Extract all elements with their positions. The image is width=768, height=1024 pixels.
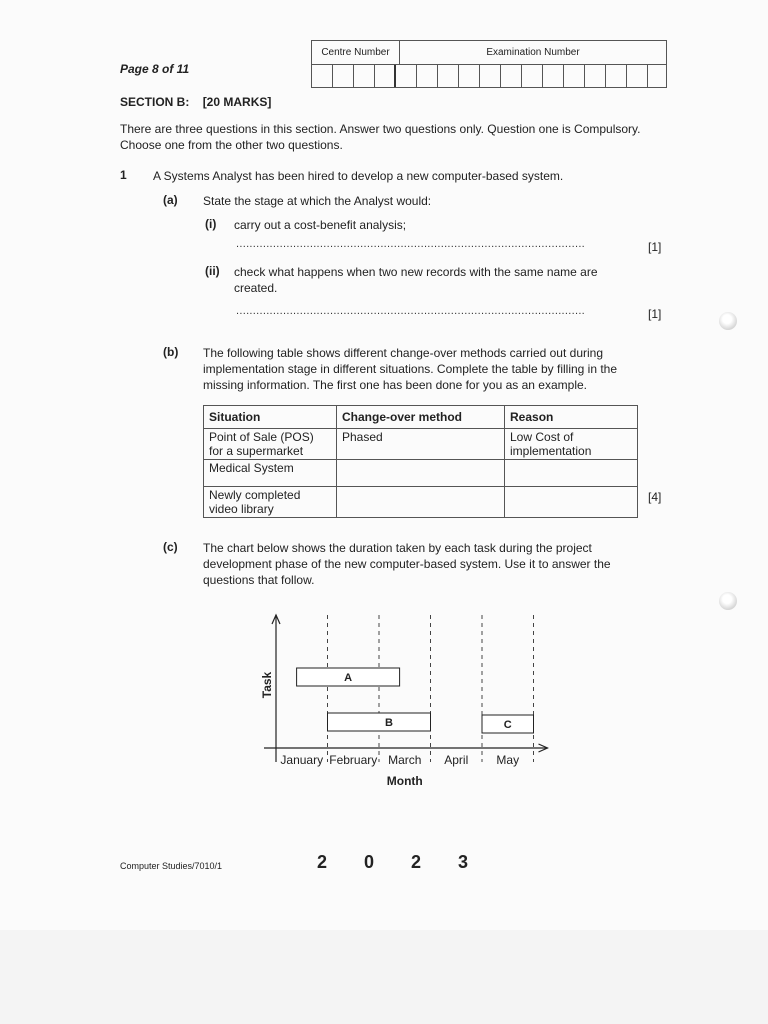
part-b-label: (b) xyxy=(163,345,179,359)
task-label: B xyxy=(385,717,393,729)
x-tick-label: March xyxy=(388,753,422,767)
y-axis-title: Task xyxy=(260,671,274,699)
question-stem: A Systems Analyst has been hired to develop a new computer-based system. xyxy=(153,169,564,183)
part-a-i-text: carry out a cost-benefit analysis; xyxy=(234,218,407,232)
part-c-label: (c) xyxy=(163,540,178,554)
task-label: C xyxy=(503,719,512,731)
year-digit: 2 xyxy=(411,852,422,872)
paper-code: Computer Studies/7010/1 xyxy=(120,861,223,871)
cell-situation: Newly completed video library xyxy=(204,487,337,518)
cell-method-answer[interactable] xyxy=(337,487,505,518)
candidate-number-box xyxy=(311,40,667,88)
year-digit: 0 xyxy=(364,852,375,872)
part-b-text: The following table shows different change-over methods carried out during implementation stage in different situations. Complete the table by filling in the missing information. The first one has been done for you as an example. xyxy=(203,346,618,392)
year-digit: 3 xyxy=(458,852,469,872)
table-row xyxy=(204,429,638,460)
task-bar-b xyxy=(328,713,431,731)
x-tick-label: May xyxy=(496,753,520,767)
cell-reason: Low Cost of implementation xyxy=(505,429,638,460)
punch-hole-bottom xyxy=(719,592,737,610)
part-c-text: The chart below shows the duration taken by each task during the project development phase of the new computer-based system. Use it to answer the questions that follow. xyxy=(203,541,611,587)
section-heading xyxy=(120,95,271,109)
cell-situation: Point of Sale (POS) for a supermarket xyxy=(204,429,337,460)
cell-method: Phased xyxy=(337,429,505,460)
cell-reason-answer[interactable] xyxy=(505,460,638,487)
marks-b: [4] xyxy=(648,490,662,504)
marks-a-ii: [1] xyxy=(648,307,662,321)
centre-number-label: Centre Number xyxy=(312,41,400,65)
page-number: Page 8 of 11 xyxy=(120,62,190,76)
section-title: SECTION B: xyxy=(120,95,190,109)
question-number: 1 xyxy=(120,168,127,182)
changeover-table xyxy=(203,405,638,518)
exam-year xyxy=(317,852,505,873)
section-marks: [20 MARKS] xyxy=(202,95,272,109)
punch-hole-top xyxy=(719,312,737,330)
table-header-row xyxy=(204,406,638,429)
header-reason: Reason xyxy=(505,406,638,429)
task-label: A xyxy=(344,672,353,684)
x-tick-label: April xyxy=(444,753,469,767)
part-a-label: (a) xyxy=(163,193,178,207)
table-row xyxy=(204,487,638,518)
year-digit: 2 xyxy=(317,852,328,872)
x-axis-title: Month xyxy=(386,774,423,788)
header-situation: Situation xyxy=(204,406,337,429)
answer-line-a-ii[interactable]: ........................................................................................................ xyxy=(236,305,586,317)
number-entry-cells[interactable] xyxy=(312,65,648,87)
header-changeover-method: Change-over method xyxy=(337,406,505,429)
part-a-i-label: (i) xyxy=(205,217,217,231)
scanner-background xyxy=(0,930,768,1024)
answer-line-a-i[interactable]: ........................................................................................................ xyxy=(236,238,586,250)
examination-number-label: Examination Number xyxy=(400,41,666,65)
x-tick-label: February xyxy=(329,753,378,767)
cell-method-answer[interactable] xyxy=(337,460,505,487)
gantt-chart xyxy=(250,605,550,795)
cell-reason-answer[interactable] xyxy=(505,487,638,518)
part-a-ii-label: (ii) xyxy=(205,264,220,278)
table-row xyxy=(204,460,638,487)
part-a-ii-text: check what happens when two new records with the same name are created. xyxy=(234,265,598,295)
x-tick-label: January xyxy=(280,753,324,767)
section-instructions: There are three questions in this section. Answer two questions only. Question one is Compulsory. Choose one from the other two questions. xyxy=(120,122,641,152)
part-a-text: State the stage at which the Analyst would: xyxy=(203,194,432,208)
cell-situation: Medical System xyxy=(204,460,337,487)
marks-a-i: [1] xyxy=(648,240,662,254)
